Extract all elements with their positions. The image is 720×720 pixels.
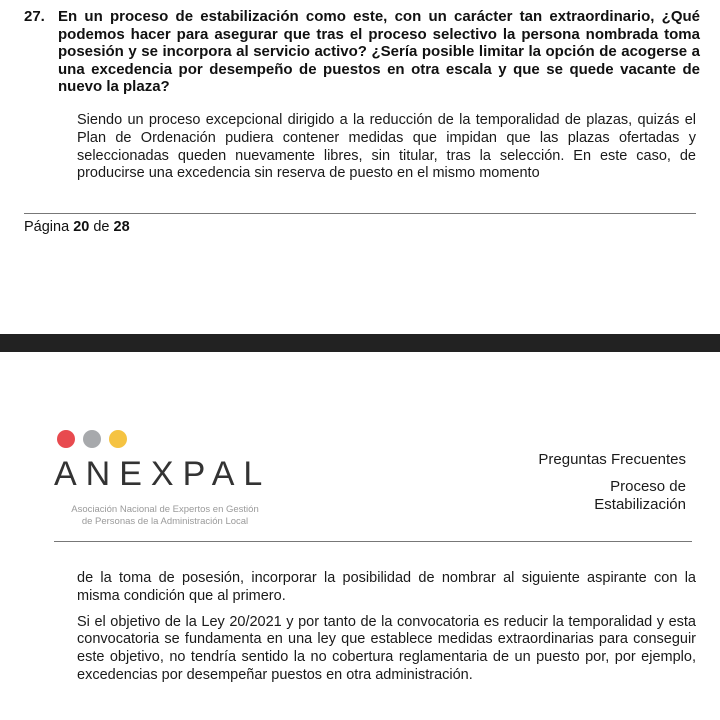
footer-divider [24, 213, 696, 214]
anexpal-logo [54, 430, 294, 527]
answer-paragraph: Siendo un proceso excepcional dirigido a la reducción de la temporalidad de plazas, quizás el Plan de Ordenación pudiera contener medidas que impidan que las plazas ofertadas y seleccionadas queden nuevamente libres, sin titular, tras la selección. En este caso, de producirse una excedencia sin reserva de puesto en el mismo momento [77, 112, 696, 182]
logo-dots [57, 430, 294, 448]
document-title [538, 451, 686, 514]
page-of: de [93, 219, 110, 235]
yellow-dot-icon [109, 430, 127, 448]
gray-dot-icon [83, 430, 101, 448]
page-label: Página [24, 219, 70, 235]
header-divider [54, 541, 692, 542]
red-dot-icon [57, 430, 75, 448]
question-27 [24, 8, 700, 96]
tagline-line-2: de Personas de la Administración Local [81, 515, 249, 527]
title-line-1: Preguntas Frecuentes [538, 451, 686, 468]
page-total: 28 [113, 219, 130, 235]
question-text: En un proceso de estabilización como este, con un carácter tan extraordinario, ¿Qué podemos hacer para asegurar que tras el proceso selectivo la persona nombrada toma posesión y se incorpora al servicio activo? ¿Sería posible limitar la opción de acogerse a una excedencia por desempeño de puestos en otra escala y que se quede vacante de nuevo la plaza? [58, 8, 700, 96]
answer-paragraph-3: Si el objetivo de la Ley 20/2021 y por tanto de la convocatoria es reducir la temporalidad y esta convocatoria se fundamenta en una ley que establece medidas extraordinarias para conseguir este objetivo, no tendría sentido la no cobertura reglamentaria de un puesto por, por ejemplo, excedencias por desempeñar puestos en otra administración. [77, 613, 696, 683]
page-current: 20 [73, 219, 90, 235]
page-number [24, 219, 130, 235]
answer-continuation [77, 570, 696, 685]
brand-name: ANEXPAL [54, 455, 272, 493]
question-number: 27. [24, 8, 45, 25]
page-separator [0, 334, 720, 352]
tagline-line-1: Asociación Nacional de Expertos en Gestión [71, 504, 259, 515]
answer-paragraph-2: de la toma de posesión, incorporar la posibilidad de nombrar al siguiente aspirante con la misma condición que al primero. [77, 570, 696, 604]
brand-tagline [54, 504, 276, 527]
previous-page [0, 0, 720, 334]
title-line-3: Estabilización [594, 496, 686, 513]
title-line-2: Proceso de [610, 478, 686, 495]
